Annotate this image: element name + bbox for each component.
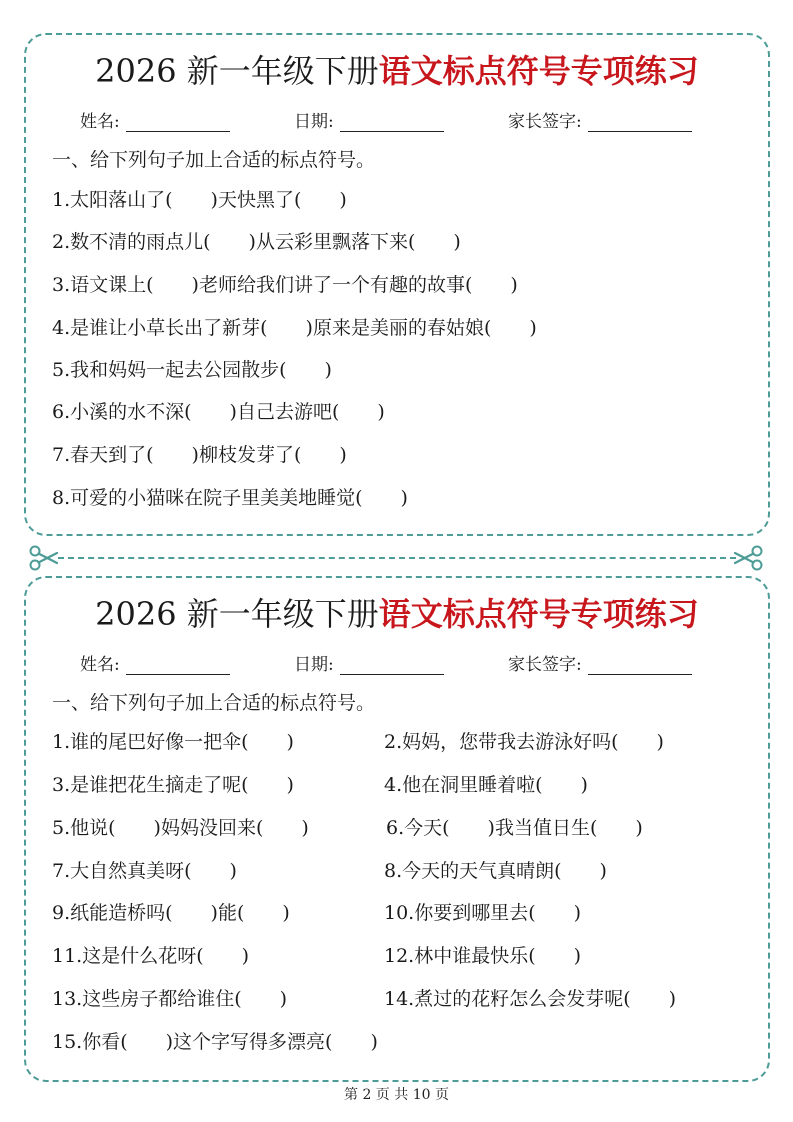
question-item: 7.春天到了( )柳枝发芽了( ) [52, 444, 347, 466]
title-subject: 语文标点符号专项练习 [378, 595, 699, 633]
question-item: 6.今天( )我当值日生( ) [386, 817, 643, 839]
date-blank[interactable] [340, 654, 444, 675]
info-row [26, 650, 768, 674]
question-item: 13.这些房子都给谁住( ) [52, 988, 288, 1010]
question-item: 12.林中谁最快乐( ) [384, 945, 582, 967]
section-heading: 一、给下列句子加上合适的标点符号。 [52, 149, 376, 171]
question-item: 6.小溪的水不深( )自己去游吧( ) [52, 401, 385, 423]
worksheet-card-bottom [24, 576, 770, 1082]
question-item: 1.太阳落山了( )天快黑了( ) [52, 189, 347, 211]
section-heading: 一、给下列句子加上合适的标点符号。 [52, 692, 376, 714]
date-label: 日期: [294, 655, 334, 675]
question-item: 14.煮过的花籽怎么会发芽呢( ) [384, 988, 677, 1010]
name-blank[interactable] [126, 654, 230, 675]
question-item: 2.数不清的雨点儿( )从云彩里飘落下来( ) [52, 231, 461, 253]
title-subject: 语文标点符号专项练习 [378, 52, 699, 90]
cut-line [58, 557, 736, 559]
date-field [294, 107, 444, 132]
parent-signature-label: 家长签字: [508, 655, 582, 675]
question-item: 11.这是什么花呀( ) [52, 945, 250, 967]
title-grade: 2026 新一年级下册 [95, 52, 379, 90]
name-blank[interactable] [126, 111, 230, 132]
question-item: 2.妈妈，您带我去游泳好吗( ) [384, 731, 664, 753]
name-label: 姓名: [80, 112, 120, 132]
date-blank[interactable] [340, 111, 444, 132]
name-field [80, 650, 230, 675]
worksheet-card-top [24, 33, 770, 536]
worksheet-title [26, 49, 768, 93]
date-field [294, 650, 444, 675]
title-grade: 2026 新一年级下册 [95, 595, 379, 633]
question-item: 7.大自然真美呀( ) [52, 860, 237, 882]
question-item: 5.他说( )妈妈没回来( ) [52, 817, 309, 839]
scissors-icon [734, 544, 764, 572]
parent-signature-field [508, 650, 692, 675]
question-item: 10.你要到哪里去( ) [384, 902, 582, 924]
question-item: 15.你看( )这个字写得多漂亮( ) [52, 1031, 378, 1053]
name-field [80, 107, 230, 132]
question-item: 4.他在洞里睡着啦( ) [384, 774, 588, 796]
question-item: 3.是谁把花生摘走了呢( ) [52, 774, 294, 796]
question-item: 3.语文课上( )老师给我们讲了一个有趣的故事( ) [52, 274, 518, 296]
parent-signature-blank[interactable] [588, 654, 692, 675]
question-item: 8.今天的天气真晴朗( ) [384, 860, 607, 882]
question-item: 5.我和妈妈一起去公园散步( ) [52, 359, 332, 381]
scissors-icon [28, 544, 58, 572]
info-row [26, 107, 768, 131]
parent-signature-blank[interactable] [588, 111, 692, 132]
parent-signature-field [508, 107, 692, 132]
question-item: 9.纸能造桥吗( )能( ) [52, 902, 290, 924]
parent-signature-label: 家长签字: [508, 112, 582, 132]
date-label: 日期: [294, 112, 334, 132]
page-number: 第 2 页 共 10 页 [344, 1087, 449, 1103]
name-label: 姓名: [80, 655, 120, 675]
worksheet-title [26, 592, 768, 636]
question-item: 1.谁的尾巴好像一把伞( ) [52, 731, 294, 753]
question-item: 4.是谁让小草长出了新芽( )原来是美丽的春姑娘( ) [52, 317, 537, 339]
question-item: 8.可爱的小猫咪在院子里美美地睡觉( ) [52, 487, 408, 509]
